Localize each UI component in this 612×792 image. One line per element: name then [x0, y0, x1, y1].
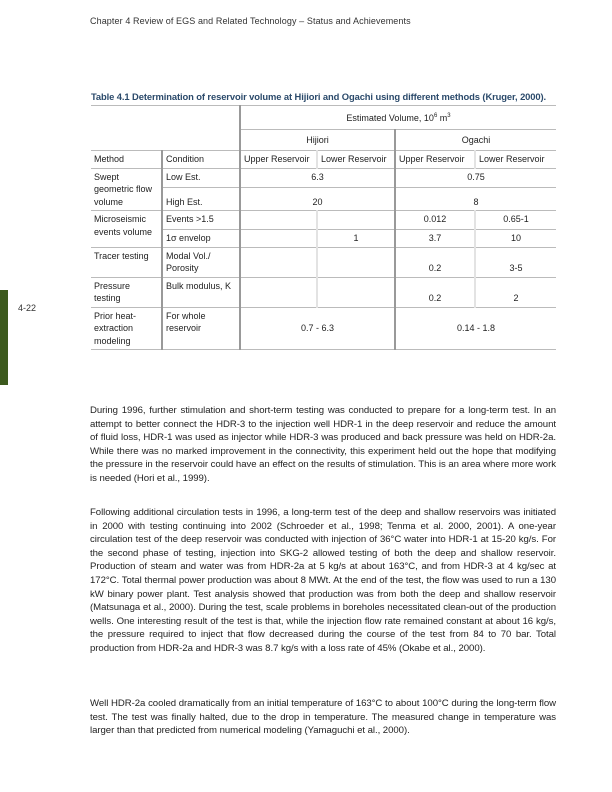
- value-cell: 10: [475, 230, 556, 248]
- table-row: [91, 247, 556, 277]
- hijiori-lower-header: Lower Reservoir: [317, 151, 395, 169]
- value-cell: 20: [240, 187, 395, 211]
- value-cell: 0.2: [395, 247, 475, 277]
- estimated-volume-header: Estimated Volume, $10^6$ $m^3$: [240, 106, 556, 130]
- hijiori-header: Hijiori: [240, 129, 395, 151]
- body-paragraph: During 1996, further stimulation and short-term testing was conducted to prepare for a long-term test. In an attempt to better connect the HDR-3 to the injection well HDR-1 in the deep reservoir and reduce the amount of fluid loss, HDR-1 was used as injector while HDR-3 was produced and back pressure was held on HDR-2a. While there was no marked improvement in the connectivity, this experiment held out the hope that modifying the pressure in the reservoir could have an effect on the results of stimulation. This is an area where more work is needed (Hori et al., 1999).: [90, 405, 556, 484]
- table-row: [91, 277, 556, 307]
- table-row: [91, 211, 556, 230]
- condition-cell: 1σ envelop: [162, 230, 240, 248]
- condition-cell: Modal Vol./ Porosity: [162, 247, 240, 277]
- ogachi-lower-header: Lower Reservoir: [475, 151, 556, 169]
- value-cell: 8: [395, 187, 556, 211]
- reservoir-volume-table: [91, 105, 556, 350]
- body-paragraph: Well HDR-2a cooled dramatically from an initial temperature of 163°C to about 100°C during the long-term flow test. The test was finally halted, due to the drop in temperature. The measured change in temperature was larger than that predicted from numerical modeling (Yamaguchi et al., 2000).: [90, 698, 556, 737]
- table-caption: Table 4.1 Determination of reservoir volume at Hijiori and Ogachi using different methods (Kruger, 2000).: [91, 91, 547, 102]
- body-paragraph: Following additional circulation tests in 1996, a long-term test of the deep and shallow reservoirs was initiated in 2000 with testing continuing into 2002 (Schroeder et al., 1998; Tenma et al. 2000, 2001). A one-year circulation test of the deep reservoir was conducted with injection of 36°C water into HDR-1 at 15-20 kg/s. For the second phase of testing, injection into SKG-2 allowed testing of both the deep and shallow reservoir. Production of steam and water was from HDR-2a at 5 kg/s at about 163°C, and from HDR-3 at 4 kg/sec at 172°C. Total thermal power production was about 8 MWt. At the end of the test, the flow was used to run a 130 kW binary power plant. Test analysis showed that production was from both the deep and shallow reservoir (Matsunaga et al., 2000). During the test, scale problems in boreholes necessitated clean-out of the production wells. One interesting result of the test is that, while the injection flow rate remained constant at about 16 kg/s, the pressure required to inject that flow decreased during the course of the test from 84 to 70 bar. Total production from HDR-2a and HDR-3 was 8.7 kg/s with a loss rate of 45% (Okabe et al., 2000).: [90, 507, 556, 654]
- value-cell: 0.75: [395, 168, 556, 187]
- value-cell: 0.012: [395, 211, 475, 230]
- condition-header: Condition: [162, 151, 240, 169]
- running-header: Chapter 4 Review of EGS and Related Technology – Status and Achievements: [90, 16, 411, 26]
- table-header-row: [91, 151, 556, 169]
- method-cell: Pressure testing: [91, 277, 162, 307]
- method-cell: Prior heat-extraction modeling: [91, 307, 162, 350]
- hijiori-upper-header: Upper Reservoir: [240, 151, 317, 169]
- value-cell: 3.7: [395, 230, 475, 248]
- value-cell: 1: [317, 230, 395, 248]
- value-cell: 3-5: [475, 247, 556, 277]
- method-cell: Microseismic events volume: [91, 211, 162, 248]
- value-cell: 0.2: [395, 277, 475, 307]
- condition-cell: High Est.: [162, 187, 240, 211]
- condition-cell: Events >1.5: [162, 211, 240, 230]
- condition-cell: Low Est.: [162, 168, 240, 187]
- value-cell: 0.65-1: [475, 211, 556, 230]
- table-row: [91, 307, 556, 350]
- method-cell: Swept geometric flow volume: [91, 168, 162, 211]
- table-row: [91, 168, 556, 187]
- chapter-tab-bar: [0, 290, 8, 385]
- value-cell: 2: [475, 277, 556, 307]
- condition-cell: Bulk modulus, K: [162, 277, 240, 307]
- value-cell: 0.7 - 6.3: [240, 307, 395, 350]
- table-header-row: [91, 106, 556, 130]
- condition-cell: For whole reservoir: [162, 307, 240, 350]
- value-cell: 6.3: [240, 168, 395, 187]
- ogachi-header: Ogachi: [395, 129, 556, 151]
- page-number: 4-22: [18, 303, 37, 313]
- value-cell: 0.14 - 1.8: [395, 307, 556, 350]
- method-cell: Tracer testing: [91, 247, 162, 277]
- method-header: Method: [91, 151, 162, 169]
- ogachi-upper-header: Upper Reservoir: [395, 151, 475, 169]
